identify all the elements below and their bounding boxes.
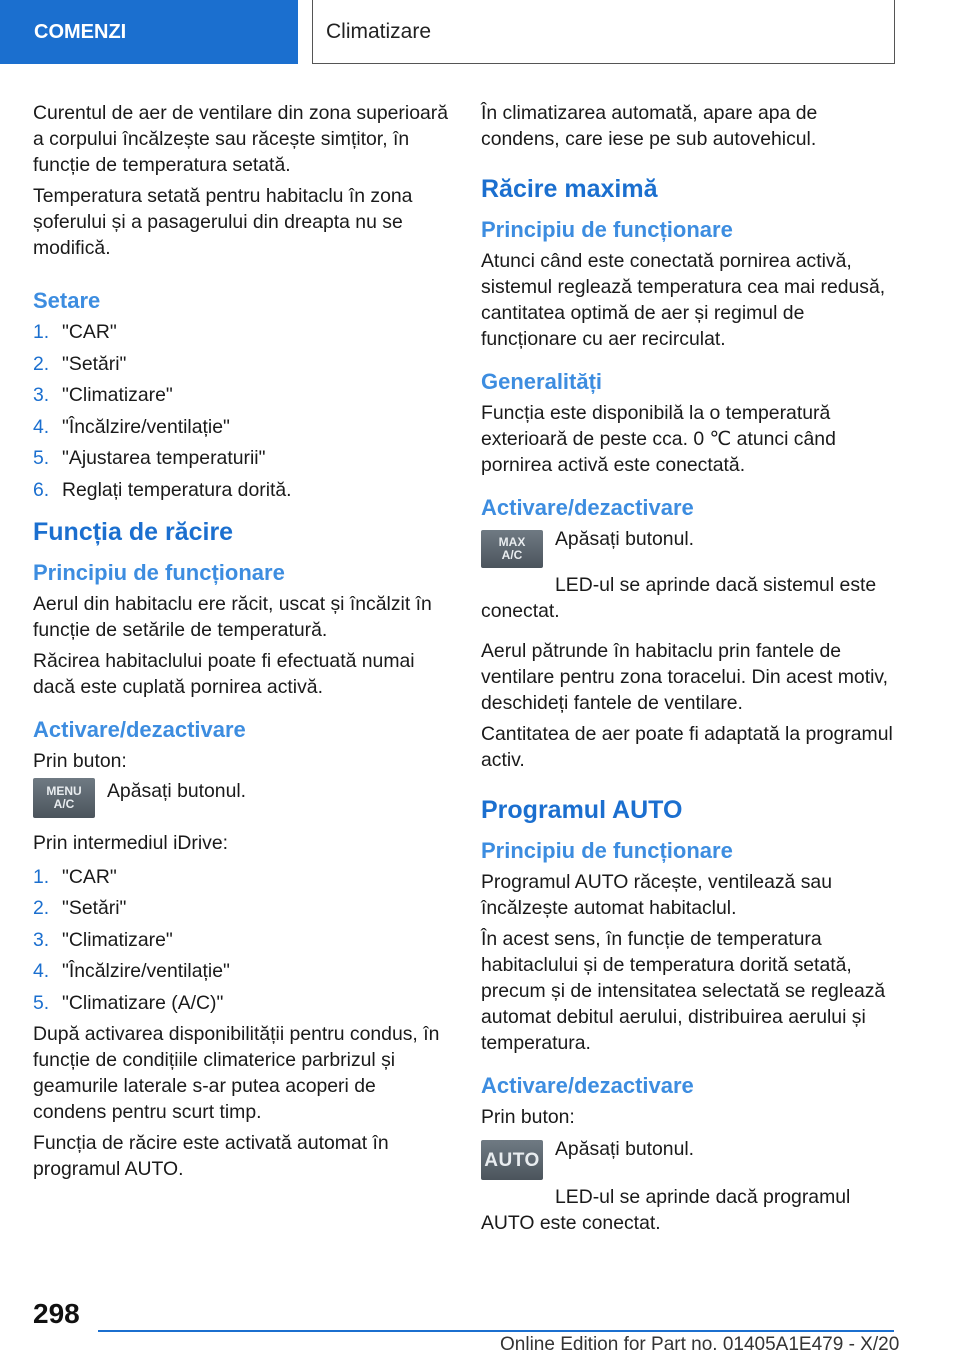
intro-paragraph-2: Temperatura setată pentru habitaclu în zona șoferului și a pasagerului din dreapta nu se modifică. — [33, 185, 413, 259]
functia-paragraph: Funcția de răcire este activată automat în programul AUTO. — [33, 1132, 389, 1180]
prin-idrive-label: Prin intermediul iDrive: — [33, 831, 229, 854]
list-item: 2. "Setări" — [33, 897, 127, 919]
activare-heading: Activare/dezactivare — [33, 716, 246, 742]
intro-paragraph-1: Curentul de aer de ventilare din zona superioară a corpului încălzește sau răcește simțitor, în funcție de temperatura setată. — [33, 102, 449, 176]
list-item: 5. "Ajustarea temperaturii" — [33, 447, 266, 469]
max-ac-text — [555, 526, 694, 552]
section-title: Climatizare — [326, 19, 432, 43]
aerul-paragraph: Aerul pătrunde în habitaclu prin fantele de ventilare pentru zona toracelui. Din acest motiv, deschideți fantele de ventilare. — [481, 640, 889, 714]
chapter-label: COMENZI — [34, 20, 127, 43]
principiu-paragraph-1: Aerul din habitaclu ere răcit, uscat și încălzit în funcție de setările de temperatură. — [33, 592, 432, 641]
list-item: 1. "CAR" — [33, 865, 117, 888]
idrive-steps — [33, 864, 451, 1016]
auto-text — [555, 1136, 694, 1162]
menu-ac-button-icon: MENU A/C — [33, 778, 95, 818]
activare-heading: Activare/dezactivare — [481, 495, 694, 520]
programul-auto-heading: Programul AUTO — [481, 796, 683, 824]
generalitati-heading: Generalități — [481, 369, 603, 394]
racire-maxima-heading: Răcire maximă — [481, 175, 658, 203]
list-item: 5. "Climatizare (A/C)" — [33, 991, 224, 1014]
page-number: 298 — [33, 1298, 80, 1329]
led-paragraph: LED-ul se aprinde dacă sistemul este conectat. — [481, 574, 877, 622]
prin-buton-label: Prin buton: — [481, 1106, 575, 1128]
apasati-text: Apăsați butonul. — [555, 528, 695, 550]
max-ac-button-icon: MAX A/C — [481, 530, 543, 568]
max-ac-row — [481, 526, 899, 568]
list-item: 2. "Setări" — [33, 352, 127, 375]
section-header — [312, 0, 895, 64]
generalitati-paragraph: Funcția este disponibilă la o temperatură exterioară de peste cca. 0 ℃ atunci când pornirea activă este conectată. — [481, 402, 836, 476]
apasati-text: Apăsați butonul. — [107, 779, 247, 802]
racire-heading: Funcția de răcire — [33, 517, 234, 546]
auto-row — [481, 1136, 899, 1180]
principiu-paragraph-2: Răcirea habitaclului poate fi efectuată numai dacă este cuplată pornirea activă. — [33, 649, 415, 698]
setare-heading: Setare — [33, 288, 101, 313]
condens-paragraph: În climatizarea automată, apare apa de condens, care iese pe sub autovehicul. — [481, 102, 818, 150]
principiu-heading: Principiu de funcționare — [481, 217, 733, 242]
dupa-paragraph: După activarea disponibilității pentru condus, în funcție de condițiile climaterice parbrizul și geamurile laterale s-ar putea acoperi de condens pentru scurt timp. — [33, 1023, 440, 1123]
principiu-paragraph: Atunci când este conectată pornirea activă, sistemul reglează temperatura cea mai redusă, cantitatea optimă de aer și regimul de funcționare cu aer recirculat. — [481, 250, 886, 350]
auto-activare-heading: Activare/dezactivare — [481, 1073, 694, 1098]
list-item: 6. Reglați temperatura dorită. — [33, 478, 292, 501]
auto-button-icon: AUTO — [481, 1140, 543, 1180]
principiu-heading: Principiu de funcționare — [33, 559, 285, 585]
cantitatea-paragraph: Cantitatea de aer poate fi adaptată la programul activ. — [481, 723, 893, 771]
menu-ac-row — [33, 778, 451, 818]
list-item: 3. "Climatizare" — [33, 928, 173, 951]
auto-led-paragraph: LED-ul se aprinde dacă programul AUTO este conectat. — [481, 1186, 851, 1234]
chapter-tab[interactable] — [0, 0, 298, 64]
list-item: 1. "CAR" — [33, 321, 117, 343]
right-column — [481, 100, 899, 1236]
footer-divider — [98, 1330, 894, 1332]
footer-edition: Online Edition for Part no. 01405A1E479 - X/20 — [500, 1334, 900, 1355]
auto-paragraph-1: Programul AUTO răcește, ventilează sau încălzește automat habitaclul. — [481, 871, 832, 919]
list-item: 3. "Climatizare" — [33, 384, 173, 406]
setare-steps — [33, 319, 451, 503]
auto-apasati-text: Apăsați butonul. — [555, 1138, 695, 1160]
auto-paragraph-2: În acest sens, în funcție de temperatura habitaclului și de temperatura dorită setată, precum și de intensitatea selectată se reglează automat debitul aerului, distribuirea aerului și temperatura. — [481, 928, 886, 1054]
auto-principiu-heading: Principiu de funcționare — [481, 838, 733, 863]
prin-buton-label: Prin buton: — [33, 749, 127, 772]
list-item: 4. "Încălzire/ventilație" — [33, 960, 230, 982]
left-column — [33, 100, 451, 1182]
list-item: 4. "Încălzire/ventilație" — [33, 415, 230, 438]
